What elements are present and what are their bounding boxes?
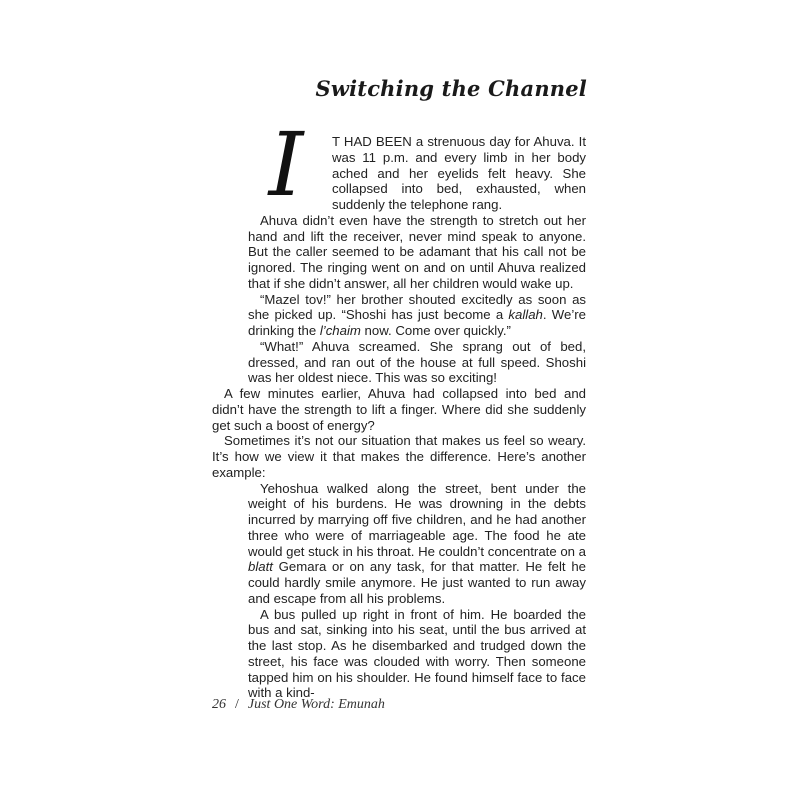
page-number: 26 [212,697,226,712]
p3-text-b: . We’re drinking the [248,307,586,338]
paragraph-1-text: T HAD BEEN a strenuous day for Ahuva. It was 11 p.m. and every limb in her body ached and her eyelids felt heavy. She collapsed into bed, exhausted, when suddenly the telephone rang. [332,134,586,212]
book-title: Just One Word: Emunah [247,697,385,712]
opening-section [248,113,586,386]
p3-text-a: “Mazel tov!” her brother shouted excitedly as soon as she picked up. “Shoshi has just become a [248,291,586,323]
p7-text-a: Yehoshua walked along the street, bent under the weight of his burdens. He was drowning in the debts incurred by marrying off five children, and he had another three who were of marriageable age. The food he ate would get stuck in his throat. He couldn’t concentrate on a [248,480,586,559]
p7-text-b: Gemara or on any task, for that matter. He felt he could hardly smile anymore. He just wanted to run away and escape from all his problems. [248,559,586,606]
p3-italic-kallah: kallah [508,307,543,323]
footer-separator: / [235,697,239,712]
p7-italic-blatt: blatt [248,559,273,575]
paragraph-4: “What!” Ahuva screamed. She sprang out of bed, dressed, and ran out of the house at full speed. Shoshi was her oldest niece. This was so exciting! [248,338,586,386]
paragraph-3 [248,292,586,339]
paragraph-1 [248,113,586,216]
paragraph-7 [248,481,586,607]
paragraph-6: Sometimes it’s not our situation that makes us feel so weary. It’s how we view it that makes the difference. Here’s another example: [212,433,586,480]
drop-cap: I [268,113,304,216]
paragraph-2: Ahuva didn’t even have the strength to stretch out her hand and lift the receiver, never mind speak to anyone. But the caller seemed to be adamant that his call not be ignored. The ringing went on and on until Ahuva realized that if she didn’t answer, all her children would wake up. [248,212,586,291]
story-section [248,481,586,702]
paragraph-5: A few minutes earlier, Ahuva had collapsed into bed and didn’t have the strength to lift a finger. Where did she suddenly get such a boost of energy? [212,386,586,433]
body-text [212,113,586,701]
chapter-title: Switching the Channel [315,76,587,101]
page-footer [212,697,385,713]
p3-italic-lchaim: l’chaim [319,323,361,338]
p3-text-c: now. Come over quickly.” [360,323,511,338]
paragraph-8: A bus pulled up right in front of him. He boarded the bus and sat, sinking into his seat, until the bus arrived at the last stop. As he disembarked and trudged down the street, his face was clouded with worry. Then someone tapped him on his shoulder. He found himself face to face with a kind- [248,606,586,701]
